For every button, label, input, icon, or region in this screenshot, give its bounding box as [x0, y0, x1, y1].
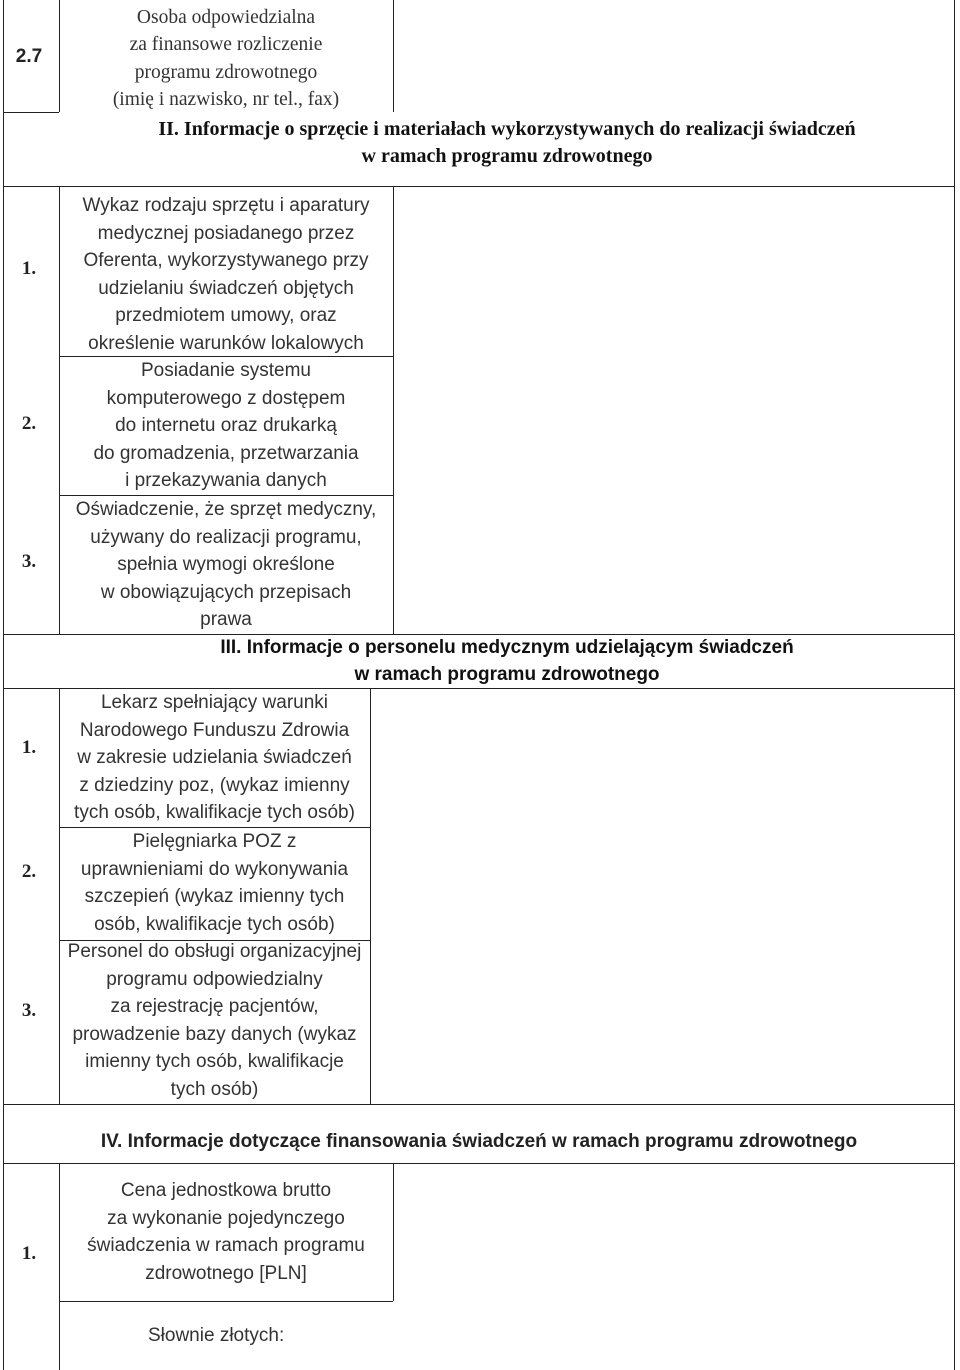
row-label: Pielęgniarka POZ z uprawnieniami do wykonywania szczepień (wykaz imienny tych osób, kwalifikacje tych osób) [80, 831, 349, 935]
row-divider [3, 112, 59, 113]
row-label: Lekarz spełniający warunki Narodowego Funduszu Zdrowia w zakresie udzielania świadczeń z dziedziny poz, (wykaz imienny tych osób, kwalifikacje tych osób) [74, 692, 355, 823]
value-field[interactable] [394, 496, 954, 634]
row-label: Osoba odpowiedzialna za finansowe rozliczenie programu zdrowotnego (imię i nazwisko, nr tel., fax) [112, 7, 340, 111]
row-divider [3, 1104, 955, 1105]
row-number: 2.7 [15, 46, 43, 67]
row-number: 2. [21, 413, 37, 434]
row-number: 2. [21, 861, 37, 882]
price-field[interactable] [394, 1164, 954, 1301]
value-field[interactable] [371, 689, 954, 827]
row-number: 3. [21, 1000, 37, 1021]
value-field[interactable] [394, 357, 954, 495]
section-title: III. Informacje o personelu medycznym udzielającym świadczeń w ramach programu zdrowotnego [220, 637, 794, 685]
row-label: Posiadanie systemu komputerowego z dostępem do internetu oraz drukarką do gromadzenia, przetwarzania i przekazywania danych [93, 360, 359, 491]
value-field[interactable] [394, 0, 954, 112]
row-number: 3. [21, 551, 37, 572]
row-number: 1. [21, 258, 37, 279]
value-field[interactable] [371, 828, 954, 940]
row-label: Oświadczenie, że sprzęt medyczny, używany do realizacji programu, spełnia wymogi określone w obowiązujących przepisach prawa [75, 499, 377, 630]
value-field[interactable] [371, 941, 954, 1104]
value-field[interactable] [394, 187, 954, 356]
section-title: II. Informacje o sprzęcie i materiałach wykorzystywanych do realizacji świadczeń w ramach programu zdrowotnego [158, 118, 856, 167]
row-label: Personel do obsługi organizacyjnej programu odpowiedzialny za rejestrację pacjentów, prowadzenie bazy danych (wykaz imienny tych osób, kwalifikacje tych osób) [67, 941, 362, 1100]
row-label: Wykaz rodzaju sprzętu i aparatury medycznej posiadanego przez Oferenta, wykorzystywanego przy udzielaniu świadczeń objętych przedmiotem umowy, oraz określenie warunków lokalowych [82, 195, 370, 354]
words-label: Słownie złotych: [148, 1325, 285, 1346]
row-number: 1. [21, 737, 37, 758]
section-title: IV. Informacje dotyczące finansowania świadczeń w ramach programu zdrowotnego [100, 1131, 858, 1152]
amount-in-words-field[interactable] [312, 1302, 954, 1370]
row-number: 1. [21, 1243, 37, 1264]
row-label: Cena jednostkowa brutto za wykonanie pojedynczego świadczenia w ramach programu zdrowotnego [PLN] [87, 1180, 365, 1284]
table-border-left [3, 0, 4, 1370]
table-border-right [954, 0, 955, 1370]
